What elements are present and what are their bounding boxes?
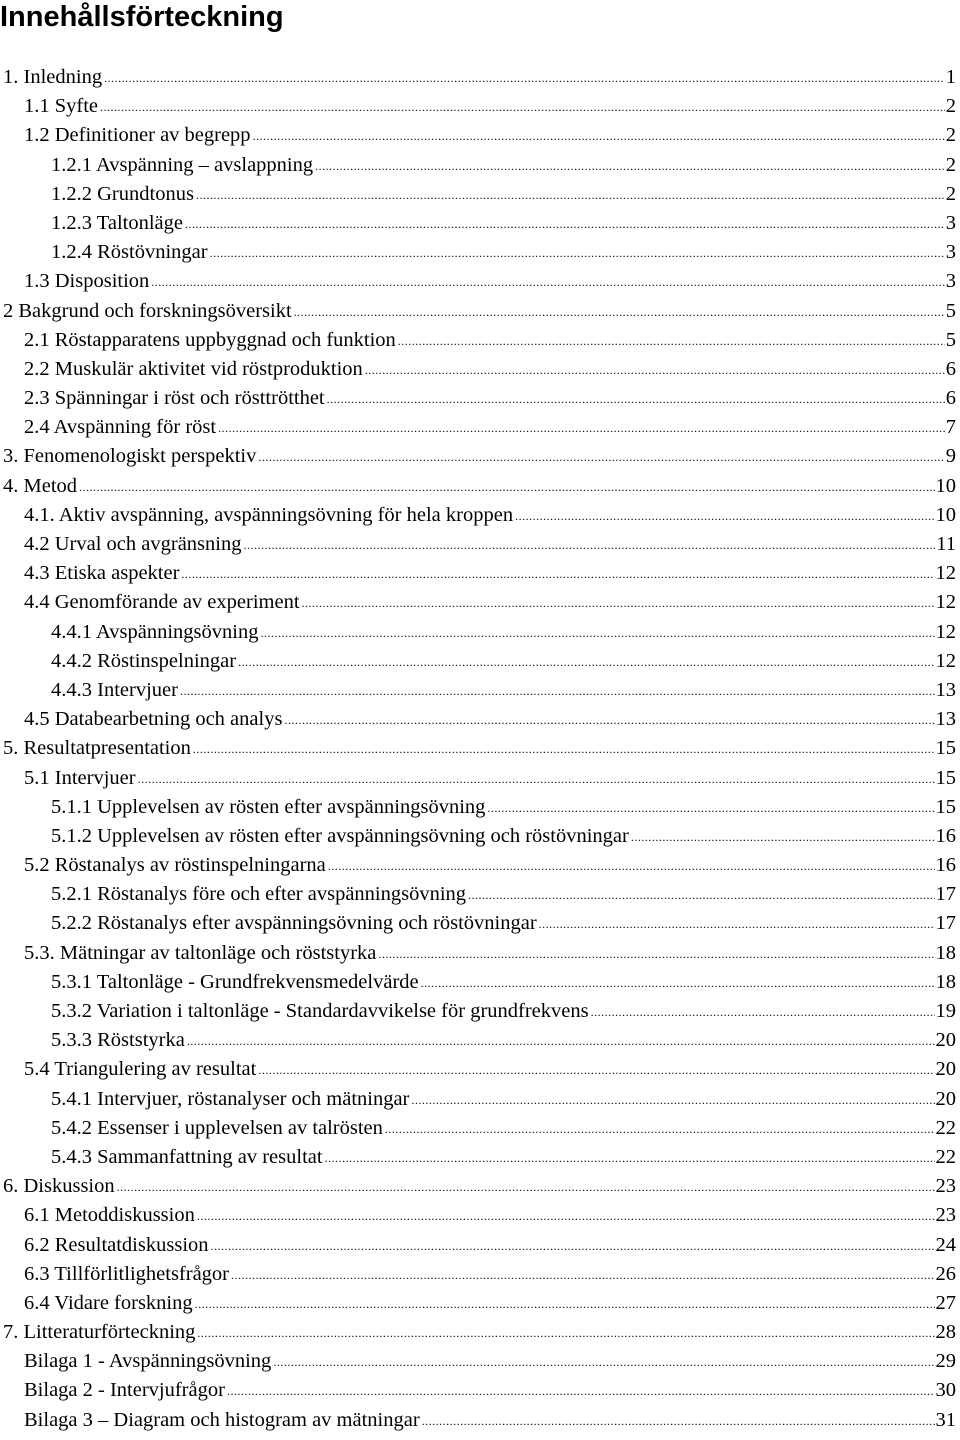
page-title: Innehållsförteckning: [0, 1, 284, 33]
toc-entry-label: 6.1 Metoddiskussion: [24, 1204, 195, 1227]
toc-entry[interactable]: [0, 968, 960, 997]
toc-entry-page-number: 27: [935, 1291, 956, 1314]
dot-leader: [258, 441, 944, 472]
toc-entry[interactable]: [0, 209, 960, 238]
toc-entry[interactable]: [0, 1260, 960, 1289]
toc-entry-label: 1.2.1 Avspänning – avslappning: [51, 153, 314, 176]
toc-entry-page-number: 13: [935, 708, 956, 731]
toc-entry[interactable]: [0, 793, 960, 822]
dot-leader: [398, 325, 945, 356]
toc-entry-label: 6.3 Tillförlitlighetsfrågor: [24, 1262, 229, 1285]
toc-entry-page-number: 12: [935, 649, 956, 672]
toc-entry-label: 2.1 Röstapparatens uppbyggnad och funktion: [24, 328, 396, 351]
dot-leader: [180, 675, 935, 706]
toc-entry-page-number: 2: [945, 153, 956, 176]
dot-leader: [487, 792, 934, 823]
dot-leader: [539, 908, 935, 939]
toc-entry-page-number: 15: [935, 795, 956, 818]
toc-entry-label: 5.4.2 Essenser i upplevelsen av talrösten: [51, 1116, 383, 1139]
toc-entry[interactable]: [0, 442, 960, 471]
toc-entry-label: 1.3 Disposition: [24, 270, 150, 293]
toc-entry[interactable]: [0, 734, 960, 763]
toc-entry[interactable]: [0, 92, 960, 121]
toc-entry-page-number: 5: [945, 299, 956, 322]
toc-entry[interactable]: [0, 647, 960, 676]
dot-leader: [258, 1054, 934, 1085]
dot-leader: [211, 1230, 935, 1261]
dot-leader: [302, 587, 935, 618]
toc-entry-page-number: 23: [935, 1204, 956, 1227]
toc-entry[interactable]: [0, 1055, 960, 1084]
toc-entry[interactable]: [0, 1289, 960, 1318]
toc-entry-label: Bilaga 2 - Intervjufrågor: [24, 1379, 225, 1402]
toc-entry[interactable]: [0, 1406, 960, 1435]
dot-leader: [591, 996, 935, 1027]
toc-entry-page-number: 12: [935, 620, 956, 643]
toc-entry[interactable]: [0, 384, 960, 413]
toc-entry[interactable]: [0, 1231, 960, 1260]
toc-entry-page-number: 3: [945, 211, 956, 234]
toc-entry-page-number: 10: [935, 503, 956, 526]
toc-entry-page-number: 20: [935, 1058, 956, 1081]
dot-leader: [422, 1405, 935, 1436]
toc-entry[interactable]: [0, 1318, 960, 1347]
dot-leader: [284, 704, 934, 735]
toc-entry-label: Bilaga 3 – Diagram och histogram av mätningar: [24, 1408, 420, 1431]
toc-entry-label: 4.5 Databearbetning och analys: [24, 708, 283, 731]
toc-entry-page-number: 7: [945, 416, 956, 439]
toc-entry-label: 6. Diskussion: [3, 1175, 115, 1198]
dot-leader: [294, 296, 945, 327]
toc-entry-page-number: 18: [935, 941, 956, 964]
toc-entry[interactable]: [0, 472, 960, 501]
toc-entry-page-number: 18: [935, 970, 956, 993]
dot-leader: [243, 529, 935, 560]
toc-entry-page-number: 3: [945, 241, 956, 264]
toc-entry-label: 1.2.2 Grundtonus: [51, 182, 194, 205]
toc-entry[interactable]: [0, 530, 960, 559]
toc-entry-page-number: 17: [935, 912, 956, 935]
toc-entry-page-number: 15: [935, 766, 956, 789]
toc-entry-label: 4.4.2 Röstinspelningar: [51, 649, 237, 672]
toc-entry[interactable]: [0, 939, 960, 968]
toc-entry-label: Bilaga 1 - Avspänningsövning: [24, 1350, 272, 1373]
toc-entry-page-number: 19: [935, 1000, 956, 1022]
dot-leader: [385, 1113, 935, 1144]
dot-leader: [181, 558, 934, 589]
toc-entry-page-number: 12: [935, 562, 956, 585]
toc-entry[interactable]: [0, 151, 960, 180]
dot-leader: [79, 471, 934, 502]
toc-entry[interactable]: [0, 1172, 960, 1201]
toc-entry-page-number: 13: [935, 678, 956, 701]
toc-entry[interactable]: [0, 764, 960, 793]
toc-entry[interactable]: [0, 909, 960, 938]
toc-entry[interactable]: [0, 880, 960, 909]
toc-entry-page-number: 22: [935, 1145, 956, 1168]
toc-entry[interactable]: [0, 676, 960, 705]
toc-entry-page-number: 3: [945, 270, 956, 293]
toc-entry[interactable]: [0, 121, 960, 150]
dot-leader: [273, 1346, 934, 1377]
dot-leader: [197, 1317, 934, 1348]
dot-leader: [253, 120, 945, 151]
dot-leader: [631, 821, 935, 852]
dot-leader: [193, 733, 935, 764]
toc-entry-label: 5.2.2 Röstanalys efter avspänningsövning och röstövningar: [51, 912, 537, 935]
toc-entry-page-number: 17: [935, 883, 956, 906]
toc-entry-label: 4.4.1 Avspänningsövning: [51, 620, 259, 643]
toc-entry-page-number: 10: [935, 474, 956, 497]
toc-entry-label: 2 Bakgrund och forskningsöversikt: [3, 299, 292, 322]
toc-entry[interactable]: [0, 1026, 960, 1055]
toc-entry-page-number: 11: [936, 533, 956, 555]
toc-entry-page-number: 30: [935, 1379, 956, 1402]
toc-entry-label: 2.2 Muskulär aktivitet vid röstproduktion: [24, 357, 363, 380]
toc-entry-label: 4. Metod: [3, 474, 78, 497]
toc-entry[interactable]: [0, 413, 960, 442]
toc-entry-label: 5.4.1 Intervjuer, röstanalyser och mätningar: [51, 1087, 410, 1110]
dot-leader: [315, 150, 945, 181]
dot-leader: [117, 1171, 935, 1202]
toc-entry[interactable]: [0, 851, 960, 880]
toc-entry-label: 2.4 Avspänning för röst: [24, 416, 217, 439]
toc-entry[interactable]: [0, 501, 960, 530]
dot-leader: [378, 938, 934, 969]
toc-entry-label: 5.3. Mätningar av taltonläge och röststyrka: [24, 941, 377, 964]
dot-leader: [328, 850, 935, 881]
toc-entry[interactable]: [0, 588, 960, 617]
toc-entry[interactable]: [0, 1376, 960, 1405]
dot-leader: [260, 617, 934, 648]
toc-entry[interactable]: [0, 705, 960, 734]
toc-entry-label: 4.4 Genomförande av experiment: [24, 591, 300, 614]
toc-entry[interactable]: [0, 997, 960, 1026]
toc-entry-label: 5.3.2 Variation i taltonläge - Standardavvikelse för grundfrekvens: [51, 1000, 589, 1022]
toc-entry-label: 6.4 Vidare forskning: [24, 1291, 193, 1314]
dot-leader: [327, 383, 945, 414]
toc-entry-label: 5.3.3 Röststyrka: [51, 1029, 185, 1052]
toc-entry-label: 5.1.1 Upplevelsen av rösten efter avspänningsövning: [51, 795, 486, 818]
dot-leader: [325, 1142, 935, 1173]
toc-entry-page-number: 16: [935, 854, 956, 877]
toc-entry-page-number: 31: [935, 1408, 956, 1431]
dot-leader: [421, 967, 935, 998]
dot-leader: [187, 1025, 935, 1056]
toc-entry-label: 5.1.2 Upplevelsen av rösten efter avspänningsövning och röstövningar: [51, 824, 629, 847]
toc-entry[interactable]: [0, 355, 960, 384]
toc-entry-label: 1.2 Definitioner av begrepp: [24, 124, 251, 147]
toc-entry-label: 5.1 Intervjuer: [24, 766, 136, 789]
dot-leader: [185, 208, 945, 239]
toc-entry[interactable]: [0, 618, 960, 647]
toc-entry-page-number: 20: [935, 1029, 956, 1052]
toc-entry-page-number: 2: [945, 124, 956, 147]
toc-entry-page-number: 6: [945, 357, 956, 380]
toc-entry-page-number: 2: [945, 182, 956, 205]
dot-leader: [196, 179, 945, 210]
toc-entry-label: 4.2 Urval och avgränsning: [24, 533, 242, 555]
toc-entry-page-number: 5: [945, 328, 956, 351]
dot-leader: [238, 646, 934, 677]
toc-entry[interactable]: [0, 1347, 960, 1376]
toc-entry-label: 5.2.1 Röstanalys före och efter avspänningsövning: [51, 883, 467, 906]
toc-entry-label: 5.4.3 Sammanfattning av resultat: [51, 1145, 323, 1168]
dot-leader: [210, 237, 945, 268]
dot-leader: [227, 1375, 935, 1406]
toc-entry-page-number: 6: [945, 387, 956, 410]
toc-entry-label: 4.1. Aktiv avspänning, avspänningsövning för hela kroppen: [24, 503, 514, 526]
toc-entry-page-number: 23: [935, 1175, 956, 1198]
toc-entry-page-number: 28: [935, 1321, 956, 1344]
toc-entry-page-number: 12: [935, 591, 956, 614]
toc-entry[interactable]: [0, 297, 960, 326]
dot-leader: [138, 763, 935, 794]
toc-entry-page-number: 29: [935, 1350, 956, 1373]
dot-leader: [468, 879, 934, 910]
toc-entry[interactable]: [0, 822, 960, 851]
toc-entry-label: 1. Inledning: [3, 66, 103, 88]
dot-leader: [195, 1288, 935, 1319]
toc-entry-page-number: 16: [935, 824, 956, 847]
toc-entry-page-number: 1: [945, 66, 956, 88]
dot-leader: [100, 91, 945, 122]
toc-entry[interactable]: [0, 180, 960, 209]
table-of-contents: [0, 63, 960, 1435]
dot-leader: [411, 1084, 934, 1115]
dot-leader: [151, 266, 944, 297]
toc-entry[interactable]: [0, 238, 960, 267]
toc-entry[interactable]: [0, 1201, 960, 1230]
toc-entry-label: 5.2 Röstanalys av röstinspelningarna: [24, 854, 326, 877]
toc-entry-label: 5. Resultatpresentation: [3, 737, 191, 760]
toc-entry-page-number: 22: [935, 1116, 956, 1139]
toc-entry-label: 3. Fenomenologiskt perspektiv: [3, 445, 257, 468]
toc-entry-page-number: 15: [935, 737, 956, 760]
dot-leader: [365, 354, 945, 385]
toc-entry[interactable]: [0, 326, 960, 355]
toc-entry-label: 4.4.3 Intervjuer: [51, 678, 178, 701]
toc-entry-page-number: 26: [935, 1262, 956, 1285]
toc-entry-label: 4.3 Etiska aspekter: [24, 562, 180, 585]
toc-entry-page-number: 9: [945, 445, 956, 468]
toc-entry-label: 1.2.3 Taltonläge: [51, 211, 183, 234]
toc-entry-page-number: 24: [935, 1233, 956, 1256]
toc-entry[interactable]: [0, 559, 960, 588]
toc-entry-label: 1.2.4 Röstövningar: [51, 241, 208, 264]
toc-entry-label: 7. Litteraturförteckning: [3, 1321, 196, 1344]
toc-entry[interactable]: [0, 267, 960, 296]
dot-leader: [515, 500, 934, 531]
dot-leader: [218, 412, 945, 443]
toc-entry[interactable]: [0, 1143, 960, 1172]
toc-entry-label: 5.3.1 Taltonläge - Grundfrekvensmedelvärde: [51, 970, 419, 993]
toc-entry-label: 1.1 Syfte: [24, 95, 99, 118]
toc-entry[interactable]: [0, 1085, 960, 1114]
dot-leader: [197, 1200, 935, 1231]
toc-entry-page-number: 2: [945, 95, 956, 118]
toc-entry[interactable]: [0, 63, 960, 92]
dot-leader: [231, 1259, 935, 1290]
toc-entry-page-number: 20: [935, 1087, 956, 1110]
toc-entry-label: 6.2 Resultatdiskussion: [24, 1233, 209, 1256]
toc-entry[interactable]: [0, 1114, 960, 1143]
toc-entry-label: 2.3 Spänningar i röst och rösttrötthet: [24, 387, 325, 410]
toc-entry-label: 5.4 Triangulering av resultat: [24, 1058, 257, 1081]
dot-leader: [104, 62, 945, 93]
